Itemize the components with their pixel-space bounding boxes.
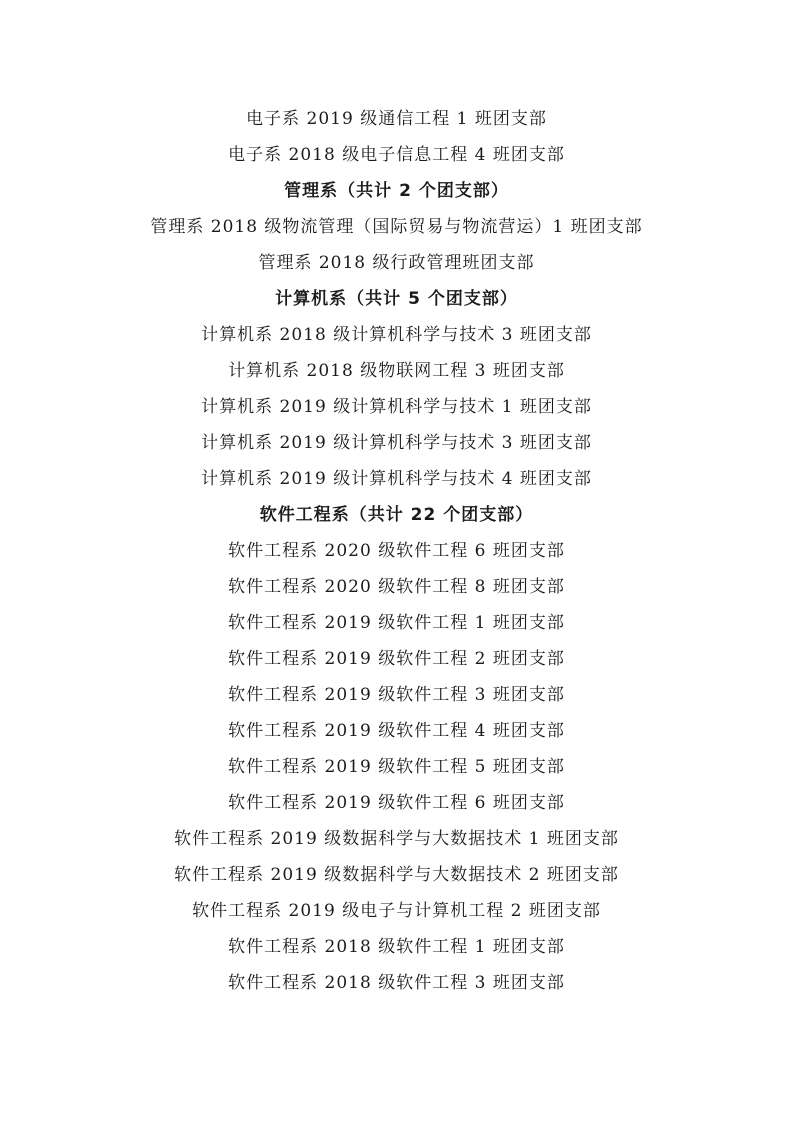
section-heading-management: 管理系（共计 2 个团支部） — [284, 181, 509, 201]
list-item: 软件工程系 2019 级电子与计算机工程 2 班团支部 — [192, 901, 601, 921]
list-item: 软件工程系 2020 级软件工程 6 班团支部 — [228, 541, 565, 561]
list-item: 电子系 2019 级通信工程 1 班团支部 — [246, 109, 547, 129]
list-item: 计算机系 2019 级计算机科学与技术 3 班团支部 — [201, 433, 592, 453]
list-item: 软件工程系 2019 级软件工程 5 班团支部 — [228, 757, 565, 777]
list-item: 软件工程系 2019 级软件工程 4 班团支部 — [228, 721, 565, 741]
document-page — [0, 101, 793, 1001]
list-item: 计算机系 2019 级计算机科学与技术 4 班团支部 — [201, 469, 592, 489]
list-item: 软件工程系 2019 级软件工程 1 班团支部 — [228, 613, 565, 633]
list-item: 管理系 2018 级行政管理班团支部 — [258, 253, 535, 273]
list-item: 软件工程系 2019 级数据科学与大数据技术 1 班团支部 — [174, 829, 619, 849]
list-item: 软件工程系 2018 级软件工程 3 班团支部 — [228, 973, 565, 993]
list-item: 软件工程系 2019 级软件工程 6 班团支部 — [228, 793, 565, 813]
list-item: 软件工程系 2020 级软件工程 8 班团支部 — [228, 577, 565, 597]
list-item: 计算机系 2018 级物联网工程 3 班团支部 — [228, 361, 565, 381]
list-item: 软件工程系 2019 级软件工程 2 班团支部 — [228, 649, 565, 669]
list-item: 软件工程系 2019 级数据科学与大数据技术 2 班团支部 — [174, 865, 619, 885]
list-item: 软件工程系 2019 级软件工程 3 班团支部 — [228, 685, 565, 705]
list-item: 软件工程系 2018 级软件工程 1 班团支部 — [228, 937, 565, 957]
list-item: 管理系 2018 级物流管理（国际贸易与物流营运）1 班团支部 — [150, 217, 643, 237]
list-item: 计算机系 2018 级计算机科学与技术 3 班团支部 — [201, 325, 592, 345]
section-heading-computer: 计算机系（共计 5 个团支部） — [275, 289, 518, 309]
list-item: 计算机系 2019 级计算机科学与技术 1 班团支部 — [201, 397, 592, 417]
list-item: 电子系 2018 级电子信息工程 4 班团支部 — [228, 145, 565, 165]
section-heading-software: 软件工程系（共计 22 个团支部） — [259, 505, 534, 525]
